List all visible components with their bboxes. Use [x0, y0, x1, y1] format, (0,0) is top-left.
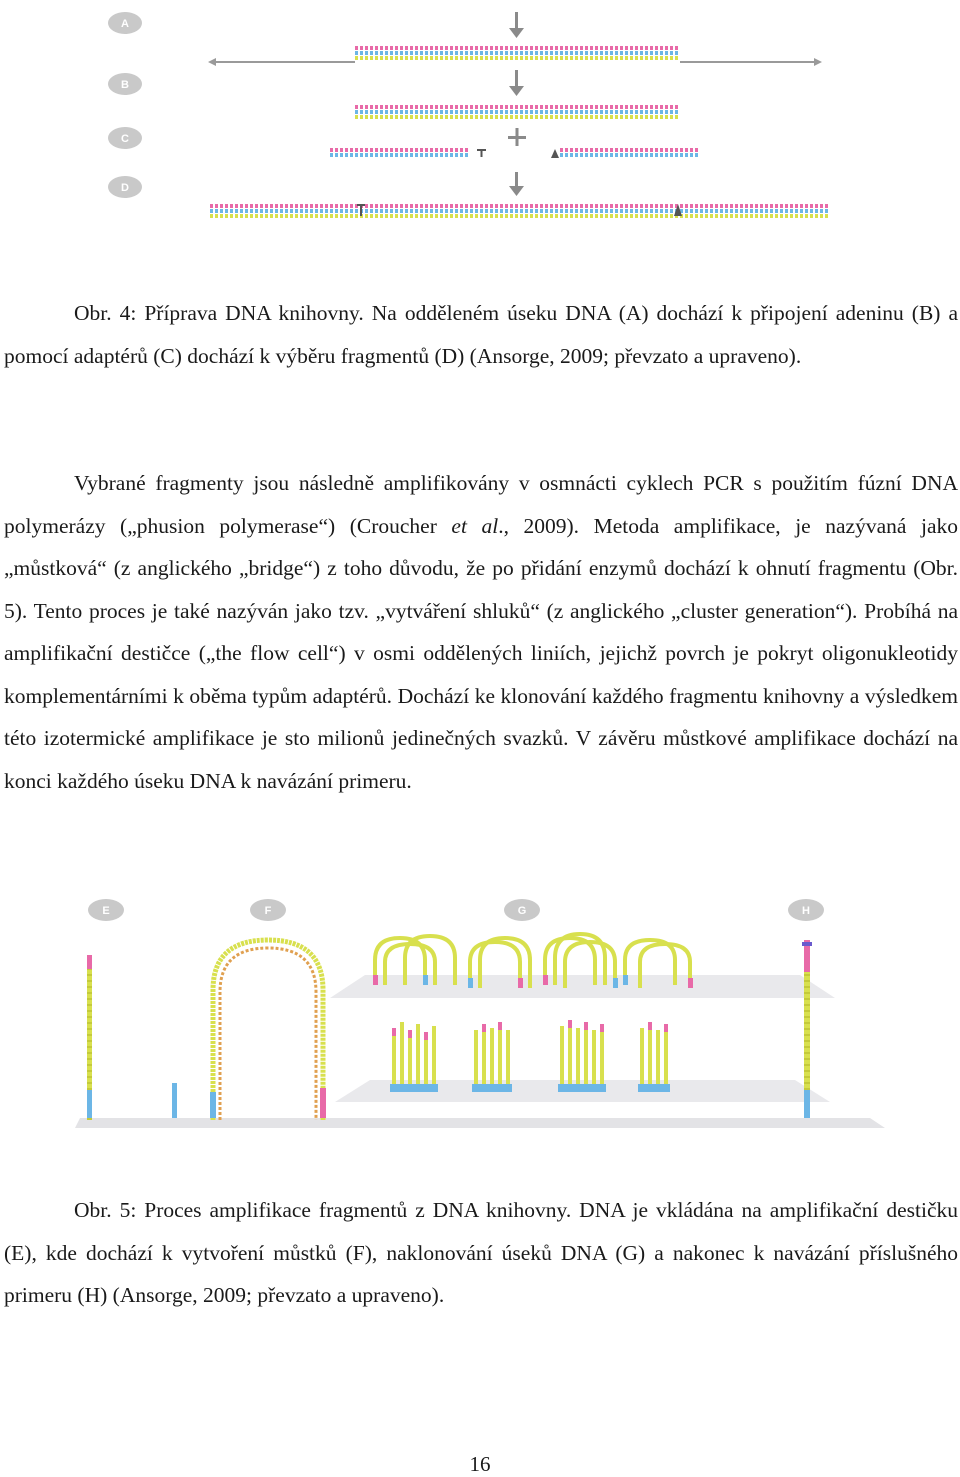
figure-4-caption-text: Obr. 4: Příprava DNA knihovny. Na odděleném úseku DNA (A) dochází k připojení adeninu (B) a pomocí adaptérů (C) dochází k výběru fragmentů (D) (Ansorge, 2009; převzato a upraveno). — [4, 301, 958, 368]
step-label-b — [108, 73, 142, 95]
step-label-c — [108, 127, 142, 149]
body-text-italic: et al — [451, 513, 499, 538]
step-label-a — [108, 12, 142, 34]
svg-text:A: A — [121, 18, 129, 30]
body-paragraph — [4, 462, 958, 802]
step-label-d — [108, 176, 142, 198]
dna-fragment-a — [208, 48, 822, 66]
step-label-g — [504, 899, 540, 921]
figure-4-step-labels — [108, 12, 142, 198]
svg-text:E: E — [102, 905, 110, 917]
dna-fragment-b — [355, 107, 680, 117]
down-arrow-icon — [509, 70, 524, 96]
step-label-h — [788, 899, 824, 921]
bridge-f — [210, 940, 326, 1120]
svg-text:D: D — [121, 182, 129, 194]
a-overhang-icon — [551, 149, 559, 158]
adapters-c — [330, 149, 700, 158]
figure-4-caption — [4, 292, 958, 377]
step-label-f — [250, 899, 286, 921]
figure-5-step-labels — [88, 899, 824, 921]
ligated-fragment-d — [210, 204, 830, 216]
t-overhang-icon — [357, 204, 365, 216]
plus-icon — [508, 128, 526, 146]
figure-5-bridge-amplification — [0, 880, 960, 1140]
svg-text:C: C — [121, 133, 129, 145]
page-number: 16 — [469, 1452, 491, 1476]
step-label-e — [88, 899, 124, 921]
figure-4-dna-library-preparation — [0, 0, 960, 240]
svg-text:G: G — [517, 905, 527, 917]
short-primer-e — [172, 1083, 177, 1118]
attached-strand-e — [87, 955, 92, 1120]
svg-text:H: H — [802, 905, 810, 917]
figure-5-caption-text: Obr. 5: Proces amplifikace fragmentů z DNA knihovny. DNA je vkládána na amplifikační destičku (E), kde dochází k vytvoření můstků (F), naklonování úseků DNA (G) a nakonec k navázání příslušného primeru (H) (Ansorge, 2009; převzato a upraveno). — [4, 1198, 958, 1307]
svg-text:B: B — [121, 79, 129, 91]
down-arrow-icon — [509, 12, 524, 38]
body-text-part-1: Vybrané fragmenty jsou následně amplifikovány v osmnácti cyklech PCR s použitím fúzní DNA polymerázy („phusion polymerase“) (Croucher — [4, 471, 958, 538]
down-arrow-icon — [509, 172, 524, 196]
figure-5-caption — [4, 1189, 958, 1317]
body-text-part-2: ., 2009). Metoda amplifikace, je nazývaná jako „můstková“ (z anglického „bridge“) z toho důvodu, že po přidání enzymů dochází k ohnutí fragmentu (Obr. 5). Tento proces je také nazýván jako tzv. „vytváření shluků“ (z anglického „cluster generation“). Probíhá na amplifikační destičce („the flow cell“) v osmi oddělených liniích, jejichž povrch je pokryt oligonukleotidy komplementárními k oběma typům adaptérů. Dochází ke klonování každého fragmentu knihovny a výsledkem této izotermické amplifikace je sto milionů jedinečných svazků. V závěru můstkové amplifikace dochází na konci každého úseku DNA k navázání primeru. — [4, 513, 958, 793]
t-overhang-icon — [477, 149, 486, 157]
flow-cell-surface — [75, 975, 885, 1128]
svg-text:F: F — [264, 905, 272, 917]
